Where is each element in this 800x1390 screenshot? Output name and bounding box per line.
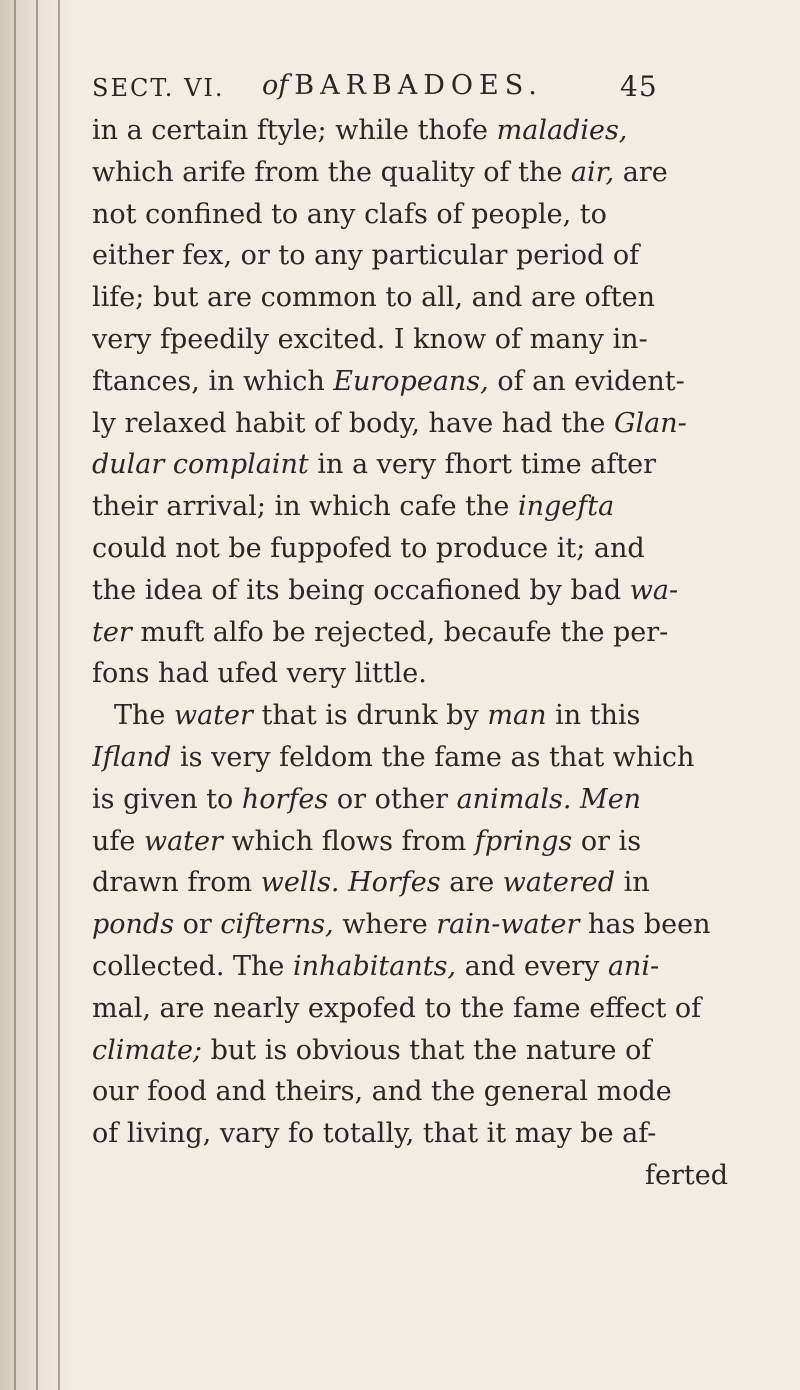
text-segment: fons had ufed very little.: [92, 658, 427, 690]
italic-text: wa-: [629, 574, 679, 606]
text-line: [92, 612, 732, 654]
text-line: [92, 1155, 732, 1197]
text-line: [92, 194, 732, 236]
running-head: [92, 60, 732, 110]
text-line: [92, 486, 732, 528]
text-segment: mal, are nearly expofed to the fame effect of: [92, 992, 702, 1024]
running-title: [262, 70, 543, 101]
text-line: [92, 110, 732, 152]
text-segment: or: [174, 909, 221, 941]
italic-text: ingefta: [517, 491, 615, 523]
book-page: [92, 60, 732, 1360]
text-segment: and every: [456, 950, 608, 982]
gutter-line: [58, 0, 60, 1390]
text-segment: has been: [579, 909, 711, 941]
text-segment: drawn from: [92, 867, 261, 899]
running-title-prefix: of: [262, 70, 289, 101]
italic-text: rain-water: [436, 909, 580, 941]
text-segment: in a very fhort time after: [308, 449, 657, 481]
italic-text: man: [487, 700, 547, 732]
italic-text: ponds: [92, 909, 175, 941]
text-segment: ufe: [92, 825, 144, 857]
italic-text: ani-: [607, 950, 660, 982]
text-line: [92, 653, 732, 695]
text-segment: ftances, in which: [92, 365, 334, 397]
text-segment: muft alfo be rejected, becaufe the per-: [131, 616, 669, 648]
text-line: [92, 528, 732, 570]
text-line: [92, 361, 732, 403]
text-line: [92, 235, 732, 277]
text-segment: in this: [546, 700, 641, 732]
text-line: [92, 277, 732, 319]
text-line: [92, 403, 732, 445]
italic-text: watered: [502, 867, 616, 899]
text-line: [92, 1071, 732, 1113]
running-title-main: BARBADOES.: [294, 70, 543, 101]
text-segment: or other: [328, 783, 457, 815]
text-segment: of living, vary fo totally, that it may be af-: [92, 1118, 657, 1150]
italic-text: water: [173, 700, 253, 732]
italic-text: animals. Men: [456, 783, 642, 815]
text-segment: of an evident-: [488, 365, 685, 397]
text-segment: is given to: [92, 783, 242, 815]
text-segment: The: [114, 700, 174, 732]
text-segment: could not be fuppofed to produce it; and: [92, 532, 645, 564]
text-line: [92, 152, 732, 194]
text-segment: are: [440, 867, 503, 899]
italic-text: wells. Horfes: [260, 867, 441, 899]
gutter-line: [14, 0, 16, 1390]
text-segment: collected. The: [92, 950, 293, 982]
text-line: [92, 862, 732, 904]
italic-text: ter: [92, 616, 132, 648]
text-line: [92, 946, 732, 988]
text-line: [92, 904, 732, 946]
text-segment: that is drunk by: [252, 700, 488, 732]
text-segment: which flows from: [222, 825, 475, 857]
italic-text: maladies,: [496, 115, 628, 146]
text-line: [92, 737, 732, 779]
italic-text: Glan-: [613, 407, 687, 439]
text-line: [92, 695, 732, 737]
italic-text: air,: [570, 156, 615, 188]
section-label: SECT. VI.: [92, 74, 225, 102]
text-segment: are: [614, 156, 668, 188]
italic-text: Europeans,: [333, 365, 489, 397]
text-segment: the idea of its being occafioned by bad: [92, 574, 630, 606]
text-segment: ly relaxed habit of body, have had the: [92, 407, 614, 439]
text-line: [92, 319, 732, 361]
italic-text: Ifland: [92, 741, 172, 773]
text-segment: life; but are common to all, and are often: [92, 282, 656, 314]
text-segment: very fpeedily excited. I know of many in-: [92, 323, 648, 355]
italic-text: dular complaint: [92, 449, 309, 481]
text-segment: but is obvious that the nature of: [202, 1034, 652, 1066]
text-segment: ferted: [645, 1159, 728, 1191]
text-segment: not confined to any clafs of people, to: [92, 198, 607, 230]
italic-text: cifterns,: [220, 909, 334, 941]
text-line: [92, 570, 732, 612]
italic-text: inhabitants,: [292, 950, 457, 982]
text-line: [92, 1113, 732, 1155]
body-text: [92, 110, 732, 1197]
text-segment: their arrival; in which cafe the: [92, 491, 518, 523]
text-segment: or is: [572, 825, 642, 857]
text-segment: where: [333, 909, 437, 941]
binding-gutter: [0, 0, 78, 1390]
italic-text: water: [143, 825, 223, 857]
text-line: [92, 779, 732, 821]
italic-text: fprings: [474, 825, 573, 857]
italic-text: horfes: [241, 783, 329, 815]
page-number: 45: [620, 70, 658, 103]
text-segment: which arife from the quality of the: [92, 156, 571, 188]
italic-text: climate;: [92, 1034, 203, 1066]
text-segment: is very feldom the fame as that which: [171, 741, 695, 773]
text-segment: in: [615, 867, 650, 899]
text-segment: in a certain ftyle; while thofe: [92, 115, 497, 146]
text-line: [92, 444, 732, 486]
text-line: [92, 1030, 732, 1072]
text-segment: either fex, or to any particular period of: [92, 240, 640, 272]
gutter-line: [36, 0, 38, 1390]
text-line: [92, 988, 732, 1030]
text-segment: our food and theirs, and the general mode: [92, 1076, 672, 1108]
text-line: [92, 821, 732, 863]
